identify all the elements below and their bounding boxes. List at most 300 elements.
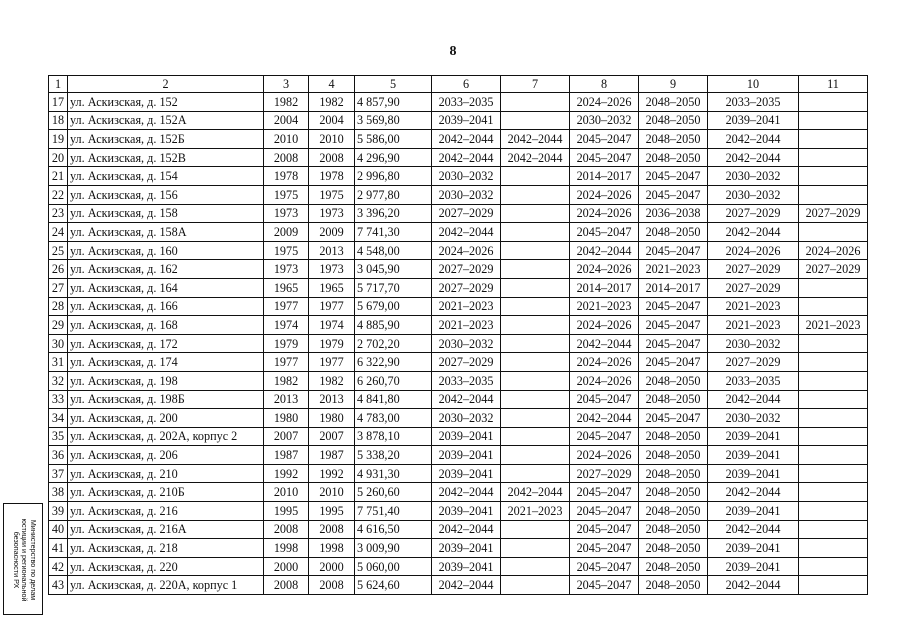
period-cell: 2045–2047 xyxy=(639,353,708,372)
row-number-cell: 32 xyxy=(49,371,68,390)
column-header: 7 xyxy=(501,76,570,93)
period-cell: 2042–2044 xyxy=(570,409,639,428)
period-cell: 2045–2047 xyxy=(570,148,639,167)
area-cell: 3 396,20 xyxy=(355,204,432,223)
address-cell: ул. Аскизская, д. 216 xyxy=(68,502,264,521)
row-number-cell: 20 xyxy=(49,148,68,167)
year-cell: 2013 xyxy=(264,390,309,409)
period-cell: 2027–2029 xyxy=(708,260,799,279)
period-cell xyxy=(799,148,868,167)
period-cell xyxy=(799,557,868,576)
row-number-cell: 18 xyxy=(49,111,68,130)
table-row xyxy=(49,130,868,149)
year-cell: 1987 xyxy=(309,446,355,465)
year-cell: 2010 xyxy=(309,483,355,502)
address-cell: ул. Аскизская, д. 174 xyxy=(68,353,264,372)
year-cell: 1974 xyxy=(264,316,309,335)
year-cell: 1973 xyxy=(264,260,309,279)
period-cell: 2042–2044 xyxy=(570,334,639,353)
period-cell: 2045–2047 xyxy=(570,576,639,595)
period-cell: 2045–2047 xyxy=(639,334,708,353)
period-cell: 2021–2023 xyxy=(708,316,799,335)
period-cell: 2027–2029 xyxy=(708,204,799,223)
period-cell: 2039–2041 xyxy=(432,427,501,446)
period-cell xyxy=(799,223,868,242)
period-cell: 2039–2041 xyxy=(432,539,501,558)
period-cell: 2039–2041 xyxy=(432,446,501,465)
year-cell: 2009 xyxy=(309,223,355,242)
period-cell: 2033–2035 xyxy=(708,93,799,112)
period-cell: 2024–2026 xyxy=(432,241,501,260)
address-cell: ул. Аскизская, д. 198Б xyxy=(68,390,264,409)
year-cell: 2008 xyxy=(264,520,309,539)
period-cell: 2014–2017 xyxy=(570,278,639,297)
address-cell: ул. Аскизская, д. 172 xyxy=(68,334,264,353)
period-cell: 2042–2044 xyxy=(432,148,501,167)
year-cell: 1975 xyxy=(264,241,309,260)
period-cell: 2042–2044 xyxy=(501,148,570,167)
period-cell: 2042–2044 xyxy=(708,223,799,242)
year-cell: 2008 xyxy=(264,576,309,595)
period-cell xyxy=(501,167,570,186)
year-cell: 2010 xyxy=(264,483,309,502)
period-cell xyxy=(799,409,868,428)
year-cell: 1973 xyxy=(309,204,355,223)
address-cell: ул. Аскизская, д. 158 xyxy=(68,204,264,223)
address-cell: ул. Аскизская, д. 156 xyxy=(68,185,264,204)
period-cell: 2048–2050 xyxy=(639,502,708,521)
period-cell: 2045–2047 xyxy=(639,185,708,204)
period-cell: 2045–2047 xyxy=(639,409,708,428)
address-cell: ул. Аскизская, д. 164 xyxy=(68,278,264,297)
year-cell: 1973 xyxy=(309,260,355,279)
area-cell: 3 045,90 xyxy=(355,260,432,279)
year-cell: 1975 xyxy=(264,185,309,204)
period-cell xyxy=(501,278,570,297)
year-cell: 1982 xyxy=(309,371,355,390)
period-cell: 2042–2044 xyxy=(708,520,799,539)
address-cell: ул. Аскизская, д. 162 xyxy=(68,260,264,279)
column-header: 6 xyxy=(432,76,501,93)
period-cell xyxy=(799,539,868,558)
period-cell xyxy=(501,223,570,242)
year-cell: 2007 xyxy=(264,427,309,446)
period-cell: 2039–2041 xyxy=(708,427,799,446)
period-cell: 2021–2023 xyxy=(799,316,868,335)
period-cell: 2027–2029 xyxy=(708,278,799,297)
period-cell: 2027–2029 xyxy=(432,278,501,297)
period-cell: 2024–2026 xyxy=(570,185,639,204)
area-cell: 4 783,00 xyxy=(355,409,432,428)
period-cell: 2039–2041 xyxy=(708,464,799,483)
period-cell: 2021–2023 xyxy=(432,316,501,335)
period-cell: 2030–2032 xyxy=(708,409,799,428)
address-cell: ул. Аскизская, д. 198 xyxy=(68,371,264,390)
row-number-cell: 29 xyxy=(49,316,68,335)
period-cell: 2024–2026 xyxy=(570,316,639,335)
area-cell: 5 586,00 xyxy=(355,130,432,149)
year-cell: 1992 xyxy=(309,464,355,483)
stamp-line: безопасности РХ xyxy=(11,531,21,589)
row-number-cell: 40 xyxy=(49,520,68,539)
period-cell xyxy=(501,316,570,335)
row-number-cell: 24 xyxy=(49,223,68,242)
period-cell: 2042–2044 xyxy=(501,130,570,149)
year-cell: 1980 xyxy=(264,409,309,428)
area-cell: 3 569,80 xyxy=(355,111,432,130)
year-cell: 2007 xyxy=(309,427,355,446)
row-number-cell: 41 xyxy=(49,539,68,558)
area-cell: 7 741,30 xyxy=(355,223,432,242)
year-cell: 1982 xyxy=(264,371,309,390)
table-body xyxy=(49,93,868,595)
address-cell: ул. Аскизская, д. 152Б xyxy=(68,130,264,149)
period-cell: 2021–2023 xyxy=(432,297,501,316)
year-cell: 1975 xyxy=(309,185,355,204)
area-cell: 4 841,80 xyxy=(355,390,432,409)
area-cell: 4 885,90 xyxy=(355,316,432,335)
year-cell: 1977 xyxy=(264,297,309,316)
area-cell: 4 548,00 xyxy=(355,241,432,260)
year-cell: 1978 xyxy=(309,167,355,186)
area-cell: 4 616,50 xyxy=(355,520,432,539)
data-table xyxy=(48,75,868,595)
period-cell: 2027–2029 xyxy=(708,353,799,372)
year-cell: 1980 xyxy=(309,409,355,428)
year-cell: 1979 xyxy=(309,334,355,353)
address-cell: ул. Аскизская, д. 154 xyxy=(68,167,264,186)
row-number-cell: 22 xyxy=(49,185,68,204)
column-header: 1 xyxy=(49,76,68,93)
area-cell: 5 679,00 xyxy=(355,297,432,316)
period-cell: 2039–2041 xyxy=(432,111,501,130)
year-cell: 2013 xyxy=(309,390,355,409)
year-cell: 1995 xyxy=(309,502,355,521)
period-cell: 2045–2047 xyxy=(570,520,639,539)
period-cell xyxy=(501,111,570,130)
table-row xyxy=(49,241,868,260)
area-cell: 5 060,00 xyxy=(355,557,432,576)
table-row xyxy=(49,93,868,112)
row-number-cell: 42 xyxy=(49,557,68,576)
year-cell: 1973 xyxy=(264,204,309,223)
table-row xyxy=(49,502,868,521)
period-cell xyxy=(501,576,570,595)
period-cell xyxy=(799,334,868,353)
address-cell: ул. Аскизская, д. 202А, корпус 2 xyxy=(68,427,264,446)
address-cell: ул. Аскизская, д. 220А, корпус 1 xyxy=(68,576,264,595)
period-cell: 2030–2032 xyxy=(432,334,501,353)
period-cell xyxy=(501,557,570,576)
period-cell xyxy=(501,409,570,428)
period-cell xyxy=(799,297,868,316)
period-cell xyxy=(501,539,570,558)
period-cell: 2042–2044 xyxy=(432,576,501,595)
table-row xyxy=(49,483,868,502)
period-cell: 2027–2029 xyxy=(432,353,501,372)
area-cell: 7 751,40 xyxy=(355,502,432,521)
period-cell xyxy=(799,111,868,130)
period-cell: 2045–2047 xyxy=(570,130,639,149)
period-cell: 2039–2041 xyxy=(432,502,501,521)
period-cell: 2027–2029 xyxy=(799,204,868,223)
period-cell: 2027–2029 xyxy=(799,260,868,279)
table-row xyxy=(49,409,868,428)
period-cell xyxy=(799,520,868,539)
year-cell: 1965 xyxy=(309,278,355,297)
table-row xyxy=(49,334,868,353)
year-cell: 1974 xyxy=(309,316,355,335)
row-number-cell: 43 xyxy=(49,576,68,595)
area-cell: 5 717,70 xyxy=(355,278,432,297)
year-cell: 1982 xyxy=(264,93,309,112)
address-cell: ул. Аскизская, д. 168 xyxy=(68,316,264,335)
period-cell: 2048–2050 xyxy=(639,539,708,558)
row-number-cell: 33 xyxy=(49,390,68,409)
table-row xyxy=(49,204,868,223)
period-cell: 2042–2044 xyxy=(432,483,501,502)
table-row xyxy=(49,278,868,297)
period-cell: 2048–2050 xyxy=(639,93,708,112)
period-cell: 2024–2026 xyxy=(570,353,639,372)
period-cell xyxy=(501,241,570,260)
year-cell: 2009 xyxy=(264,223,309,242)
period-cell: 2045–2047 xyxy=(639,167,708,186)
period-cell: 2024–2026 xyxy=(708,241,799,260)
period-cell xyxy=(799,483,868,502)
period-cell xyxy=(799,185,868,204)
table-header-row xyxy=(49,76,868,93)
row-number-cell: 21 xyxy=(49,167,68,186)
column-header: 8 xyxy=(570,76,639,93)
period-cell: 2024–2026 xyxy=(570,204,639,223)
table-row xyxy=(49,316,868,335)
period-cell: 2033–2035 xyxy=(708,371,799,390)
period-cell xyxy=(501,334,570,353)
period-cell: 2021–2023 xyxy=(501,502,570,521)
table-row xyxy=(49,539,868,558)
year-cell: 2010 xyxy=(264,130,309,149)
period-cell: 2042–2044 xyxy=(501,483,570,502)
period-cell: 2030–2032 xyxy=(432,167,501,186)
row-number-cell: 31 xyxy=(49,353,68,372)
period-cell: 2048–2050 xyxy=(639,148,708,167)
period-cell xyxy=(501,185,570,204)
table-row xyxy=(49,223,868,242)
period-cell: 2042–2044 xyxy=(570,241,639,260)
year-cell: 1977 xyxy=(309,297,355,316)
address-cell: ул. Аскизская, д. 166 xyxy=(68,297,264,316)
area-cell: 2 996,80 xyxy=(355,167,432,186)
table-row xyxy=(49,520,868,539)
table-row xyxy=(49,446,868,465)
period-cell: 2048–2050 xyxy=(639,130,708,149)
address-cell: ул. Аскизская, д. 152А xyxy=(68,111,264,130)
area-cell: 2 702,20 xyxy=(355,334,432,353)
period-cell: 2042–2044 xyxy=(708,130,799,149)
period-cell: 2048–2050 xyxy=(639,576,708,595)
table-row xyxy=(49,371,868,390)
table-row xyxy=(49,167,868,186)
period-cell: 2045–2047 xyxy=(570,502,639,521)
row-number-cell: 36 xyxy=(49,446,68,465)
period-cell: 2048–2050 xyxy=(639,390,708,409)
period-cell: 2042–2044 xyxy=(708,483,799,502)
period-cell: 2042–2044 xyxy=(708,576,799,595)
period-cell: 2042–2044 xyxy=(708,390,799,409)
period-cell: 2048–2050 xyxy=(639,427,708,446)
address-cell: ул. Аскизская, д. 160 xyxy=(68,241,264,260)
period-cell: 2021–2023 xyxy=(708,297,799,316)
page-number: 8 xyxy=(449,44,457,59)
period-cell xyxy=(799,167,868,186)
period-cell: 2048–2050 xyxy=(639,464,708,483)
row-number-cell: 27 xyxy=(49,278,68,297)
row-number-cell: 34 xyxy=(49,409,68,428)
period-cell: 2030–2032 xyxy=(708,167,799,186)
address-cell: ул. Аскизская, д. 152В xyxy=(68,148,264,167)
address-cell: ул. Аскизская, д. 218 xyxy=(68,539,264,558)
stamp-line: Министерство по делам xyxy=(28,519,38,601)
period-cell xyxy=(501,446,570,465)
period-cell: 2030–2032 xyxy=(708,334,799,353)
period-cell: 2014–2017 xyxy=(570,167,639,186)
column-header: 10 xyxy=(708,76,799,93)
period-cell: 2045–2047 xyxy=(570,223,639,242)
period-cell: 2036–2038 xyxy=(639,204,708,223)
period-cell: 2039–2041 xyxy=(708,557,799,576)
period-cell: 2048–2050 xyxy=(639,483,708,502)
period-cell: 2027–2029 xyxy=(570,464,639,483)
address-cell: ул. Аскизская, д. 216А xyxy=(68,520,264,539)
row-number-cell: 23 xyxy=(49,204,68,223)
address-cell: ул. Аскизская, д. 206 xyxy=(68,446,264,465)
period-cell: 2030–2032 xyxy=(708,185,799,204)
period-cell xyxy=(501,427,570,446)
period-cell xyxy=(501,93,570,112)
year-cell: 2004 xyxy=(264,111,309,130)
column-header: 11 xyxy=(799,76,868,93)
row-number-cell: 17 xyxy=(49,93,68,112)
period-cell xyxy=(799,130,868,149)
area-cell: 4 857,90 xyxy=(355,93,432,112)
year-cell: 1978 xyxy=(264,167,309,186)
period-cell: 2042–2044 xyxy=(432,520,501,539)
period-cell: 2039–2041 xyxy=(432,464,501,483)
address-cell: ул. Аскизская, д. 210Б xyxy=(68,483,264,502)
period-cell: 2048–2050 xyxy=(639,557,708,576)
table-row xyxy=(49,353,868,372)
period-cell: 2024–2026 xyxy=(570,446,639,465)
period-cell: 2030–2032 xyxy=(432,185,501,204)
period-cell: 2048–2050 xyxy=(639,111,708,130)
period-cell: 2039–2041 xyxy=(708,539,799,558)
period-cell xyxy=(501,353,570,372)
period-cell: 2021–2023 xyxy=(570,297,639,316)
period-cell xyxy=(799,464,868,483)
stamp-line: юстиции и региональной xyxy=(20,518,30,602)
year-cell: 2013 xyxy=(309,241,355,260)
row-number-cell: 25 xyxy=(49,241,68,260)
year-cell: 1977 xyxy=(264,353,309,372)
row-number-cell: 28 xyxy=(49,297,68,316)
period-cell xyxy=(799,576,868,595)
year-cell: 1987 xyxy=(264,446,309,465)
period-cell: 2048–2050 xyxy=(639,446,708,465)
year-cell: 2004 xyxy=(309,111,355,130)
address-cell: ул. Аскизская, д. 220 xyxy=(68,557,264,576)
registration-stamp xyxy=(3,503,43,615)
period-cell xyxy=(501,464,570,483)
area-cell: 5 624,60 xyxy=(355,576,432,595)
year-cell: 1998 xyxy=(309,539,355,558)
row-number-cell: 35 xyxy=(49,427,68,446)
row-number-cell: 30 xyxy=(49,334,68,353)
year-cell: 1977 xyxy=(309,353,355,372)
period-cell: 2045–2047 xyxy=(570,390,639,409)
period-cell: 2027–2029 xyxy=(432,204,501,223)
year-cell: 1965 xyxy=(264,278,309,297)
period-cell xyxy=(799,427,868,446)
period-cell: 2042–2044 xyxy=(432,130,501,149)
area-cell: 3 878,10 xyxy=(355,427,432,446)
column-header: 9 xyxy=(639,76,708,93)
period-cell: 2045–2047 xyxy=(570,427,639,446)
table-row xyxy=(49,464,868,483)
table-row xyxy=(49,260,868,279)
period-cell xyxy=(501,297,570,316)
period-cell xyxy=(799,371,868,390)
area-cell: 4 296,90 xyxy=(355,148,432,167)
period-cell: 2014–2017 xyxy=(639,278,708,297)
period-cell xyxy=(501,204,570,223)
period-cell: 2048–2050 xyxy=(639,371,708,390)
period-cell: 2033–2035 xyxy=(432,93,501,112)
year-cell: 2008 xyxy=(309,520,355,539)
period-cell xyxy=(501,371,570,390)
column-header: 2 xyxy=(68,76,264,93)
period-cell: 2045–2047 xyxy=(570,557,639,576)
period-cell xyxy=(799,390,868,409)
period-cell: 2045–2047 xyxy=(639,316,708,335)
address-cell: ул. Аскизская, д. 210 xyxy=(68,464,264,483)
row-number-cell: 26 xyxy=(49,260,68,279)
area-cell: 4 931,30 xyxy=(355,464,432,483)
row-number-cell: 19 xyxy=(49,130,68,149)
column-header: 5 xyxy=(355,76,432,93)
period-cell: 2030–2032 xyxy=(570,111,639,130)
year-cell: 1982 xyxy=(309,93,355,112)
area-cell: 5 260,60 xyxy=(355,483,432,502)
column-header: 4 xyxy=(309,76,355,93)
period-cell: 2024–2026 xyxy=(570,93,639,112)
period-cell: 2024–2026 xyxy=(570,260,639,279)
year-cell: 2000 xyxy=(309,557,355,576)
period-cell xyxy=(799,353,868,372)
address-cell: ул. Аскизская, д. 158А xyxy=(68,223,264,242)
period-cell: 2033–2035 xyxy=(432,371,501,390)
period-cell xyxy=(799,278,868,297)
table-row xyxy=(49,576,868,595)
area-cell: 5 338,20 xyxy=(355,446,432,465)
year-cell: 2010 xyxy=(309,130,355,149)
period-cell xyxy=(501,520,570,539)
year-cell: 1992 xyxy=(264,464,309,483)
period-cell: 2039–2041 xyxy=(708,111,799,130)
table-row xyxy=(49,390,868,409)
period-cell xyxy=(799,446,868,465)
period-cell: 2039–2041 xyxy=(708,502,799,521)
